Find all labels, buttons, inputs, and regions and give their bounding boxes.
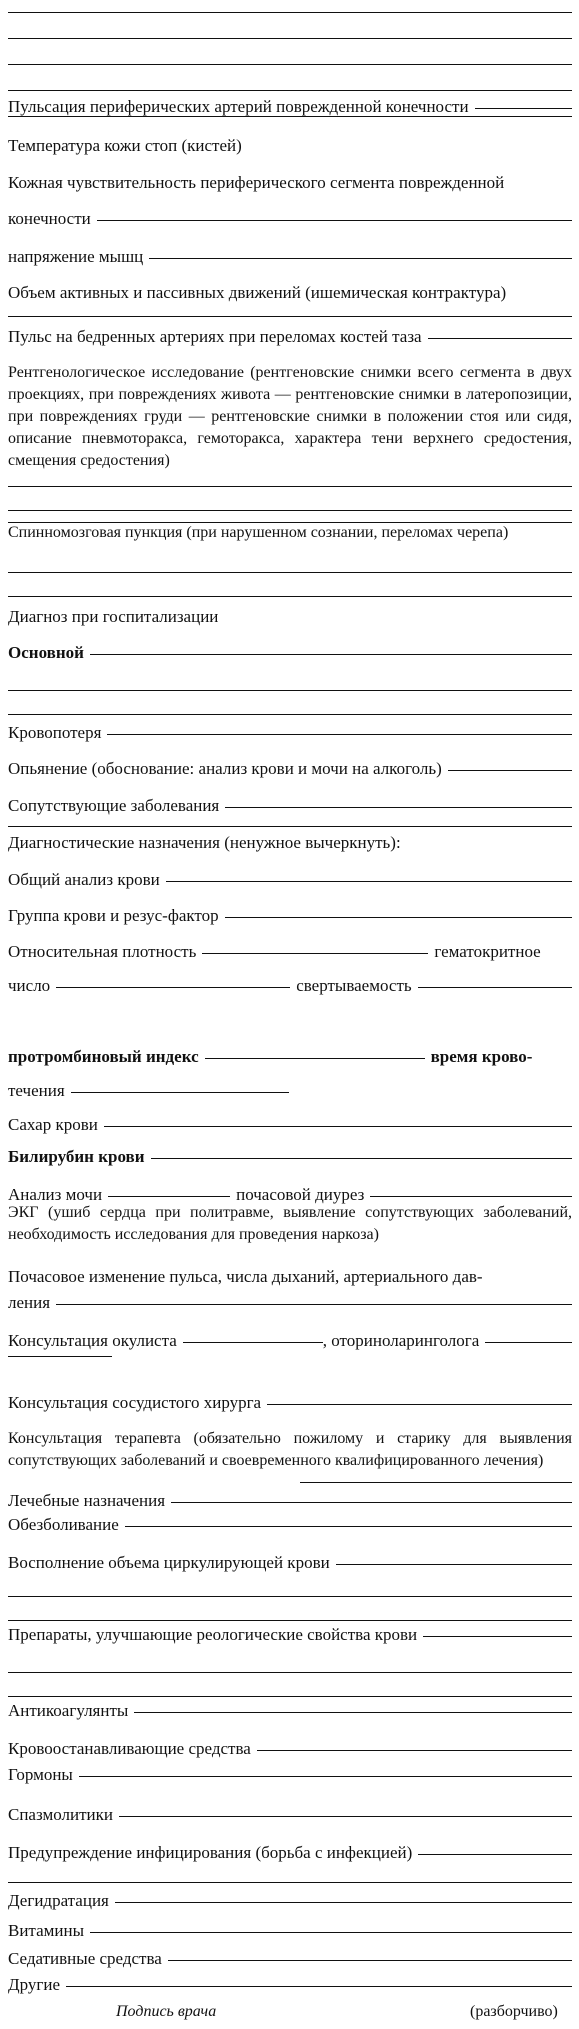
field-skin-sens-1 bbox=[8, 172, 572, 194]
fill-line[interactable] bbox=[119, 1815, 572, 1817]
field-label: Лечебные назначения bbox=[8, 1491, 166, 1510]
field-label: гематокритное bbox=[434, 942, 541, 961]
field-muscle-tension bbox=[8, 246, 572, 268]
field-label: время крово- bbox=[430, 1047, 533, 1066]
blank-line[interactable] bbox=[8, 1696, 572, 1697]
fill-line[interactable] bbox=[107, 733, 572, 735]
field-rheology bbox=[8, 1624, 572, 1646]
blank-line[interactable] bbox=[8, 486, 572, 487]
field-label: Препараты, улучшающие реологические свойства крови bbox=[8, 1625, 418, 1644]
field-label: конечности bbox=[8, 209, 91, 228]
field-prothrombin bbox=[8, 1046, 572, 1068]
fill-line[interactable] bbox=[336, 1563, 572, 1565]
fill-line[interactable] bbox=[485, 1341, 572, 1343]
blank-line[interactable] bbox=[8, 510, 572, 511]
blank-line[interactable] bbox=[8, 1596, 572, 1597]
field-density bbox=[8, 941, 572, 963]
fill-line[interactable] bbox=[428, 337, 572, 339]
fill-line[interactable] bbox=[225, 806, 572, 808]
section-heading: Диагностические назначения (ненужное вычеркнуть): bbox=[8, 833, 401, 852]
fill-line[interactable] bbox=[56, 986, 290, 988]
field-label: Анализ мочи bbox=[8, 1185, 103, 1204]
field-label: Седативные средства bbox=[8, 1949, 162, 1968]
field-hourly-2 bbox=[8, 1292, 572, 1314]
field-label: Пульс на бедренных артериях при переломах костей таза bbox=[8, 327, 422, 346]
legible-label: (разборчиво) bbox=[470, 2003, 558, 2020]
blank-line bbox=[8, 64, 572, 65]
field-vascular bbox=[8, 1392, 572, 1414]
fill-line[interactable] bbox=[225, 916, 572, 918]
field-intoxication bbox=[8, 758, 572, 780]
blank-line bbox=[8, 12, 572, 13]
field-label: Спазмолитики bbox=[8, 1805, 113, 1824]
blank-line[interactable] bbox=[8, 1882, 572, 1883]
fill-line[interactable] bbox=[171, 1501, 572, 1503]
fill-line[interactable] bbox=[418, 986, 572, 988]
fill-line[interactable] bbox=[475, 107, 572, 109]
fill-line[interactable] bbox=[418, 1853, 572, 1855]
fill-line[interactable] bbox=[149, 257, 572, 259]
field-label: почасовой диурез bbox=[236, 1185, 365, 1204]
field-puncture: Спинномозговая пункция (при нарушенном сознании, переломах черепа) bbox=[8, 524, 509, 541]
diag-orders bbox=[8, 832, 572, 854]
field-label: Консультация сосудистого хирурга bbox=[8, 1393, 262, 1412]
field-label: Сахар крови bbox=[8, 1115, 98, 1134]
blank-line bbox=[8, 38, 572, 39]
field-label: Обезболивание bbox=[8, 1515, 119, 1534]
field-treatment bbox=[8, 1490, 572, 1512]
blank-line[interactable] bbox=[8, 316, 572, 317]
section-heading: Диагноз при госпитализации bbox=[8, 607, 219, 626]
field-label: число bbox=[8, 976, 51, 995]
field-label: Гормоны bbox=[8, 1765, 73, 1784]
fill-line[interactable] bbox=[90, 653, 572, 655]
field-label: Витамины bbox=[8, 1921, 84, 1940]
field-skin-sens-2 bbox=[8, 208, 572, 230]
field-label: Опьянение (обоснование: анализ крови и мочи на алкоголь) bbox=[8, 759, 442, 778]
fill-line[interactable] bbox=[108, 1195, 230, 1197]
fill-line[interactable] bbox=[168, 1959, 572, 1961]
field-diag-main bbox=[8, 642, 572, 664]
field-label: Группа крови и резус-фактор bbox=[8, 906, 219, 925]
field-label: Антикоагулянты bbox=[8, 1701, 129, 1720]
fill-line[interactable] bbox=[166, 880, 572, 882]
field-blood-loss bbox=[8, 722, 572, 744]
fill-line[interactable] bbox=[90, 1931, 572, 1933]
fill-line[interactable] bbox=[448, 769, 572, 771]
fill-line[interactable] bbox=[202, 952, 428, 954]
field-ecg: ЭКГ (ушиб сердца при политравме, выявление сопутствующих заболеваний, необходимость исследования для проведения наркоза) bbox=[8, 1204, 572, 1243]
fill-line[interactable] bbox=[423, 1635, 572, 1637]
field-hourly-1 bbox=[8, 1266, 572, 1288]
field-label: Основной bbox=[8, 643, 84, 662]
field-label: Пульсация периферических артерий поврежденной конечности bbox=[8, 97, 469, 116]
field-dehydration bbox=[8, 1890, 572, 1912]
field-label: Дегидратация bbox=[8, 1891, 109, 1910]
fill-line[interactable] bbox=[104, 1125, 572, 1127]
field-cbc bbox=[8, 869, 572, 891]
fill-line[interactable] bbox=[79, 1775, 572, 1777]
field-therapist: Консультация терапевта (обязательно пожилому и старику для выявления сопутствующих заболеваний и своевременного квалифицированного лечения) bbox=[8, 1430, 572, 1469]
fill-line[interactable] bbox=[115, 1901, 572, 1903]
blank-line[interactable] bbox=[8, 690, 572, 691]
field-label: ления bbox=[8, 1293, 51, 1312]
field-bleeding-time bbox=[8, 1080, 572, 1102]
field-volume bbox=[8, 1552, 572, 1574]
field-skin-temp bbox=[8, 135, 572, 157]
field-infection bbox=[8, 1842, 572, 1864]
blank-line[interactable] bbox=[8, 714, 572, 715]
blank-line[interactable] bbox=[8, 826, 572, 827]
diag-heading bbox=[8, 606, 572, 628]
field-femoral-pulse bbox=[8, 326, 572, 348]
field-label: Кожная чувствительность периферического сегмента поврежденной bbox=[8, 173, 505, 192]
field-hormones bbox=[8, 1764, 572, 1786]
fill-line[interactable] bbox=[257, 1749, 572, 1751]
field-movement bbox=[8, 282, 572, 304]
field-label: Восполнение объема циркулирующей крови bbox=[8, 1553, 330, 1572]
field-label: свертываемость bbox=[296, 976, 412, 995]
field-blood-group bbox=[8, 905, 572, 927]
fill-line[interactable] bbox=[97, 219, 572, 221]
field-anticoag bbox=[8, 1700, 572, 1722]
fill-line[interactable] bbox=[71, 1091, 289, 1093]
field-label: Кровопотеря bbox=[8, 723, 102, 742]
blank-line[interactable] bbox=[8, 596, 572, 597]
field-pulse-peripheral bbox=[8, 96, 572, 118]
fill-line[interactable] bbox=[56, 1303, 572, 1305]
fill-line[interactable] bbox=[125, 1525, 572, 1527]
field-comorbid bbox=[8, 795, 572, 817]
field-label: Сопутствующие заболевания bbox=[8, 796, 220, 815]
fill-line[interactable] bbox=[134, 1711, 572, 1713]
fill-line[interactable] bbox=[66, 1985, 572, 1987]
field-xray: Рентгенологическое исследование (рентгеновские снимки всего сегмента в двух проекциях, при повреждениях живота — рентгеновские снимки в латеропозиции, при повреждениях груди — рентгеновские снимки в положении стоя или сидя, описание пневмоторакса, гемоторакса, характера тени верхнего средостения, смещения средостения) bbox=[8, 364, 572, 469]
field-number bbox=[8, 975, 572, 997]
field-label: Предупреждение инфицирования (борьба с инфекцией) bbox=[8, 1843, 413, 1862]
fill-line[interactable] bbox=[370, 1195, 572, 1197]
fill-line[interactable] bbox=[151, 1157, 572, 1159]
fill-line[interactable] bbox=[267, 1403, 572, 1405]
fill-line[interactable] bbox=[8, 1355, 112, 1357]
field-label: течения bbox=[8, 1081, 65, 1100]
field-label: Консультация окулиста bbox=[8, 1331, 177, 1350]
field-label: протромбиновый индекс bbox=[8, 1047, 199, 1066]
field-other bbox=[8, 1974, 572, 1996]
blank-line bbox=[8, 90, 572, 91]
field-label: Почасовое изменение пульса, числа дыханий, артериального дав- bbox=[8, 1267, 483, 1286]
blank-line[interactable] bbox=[300, 1482, 572, 1483]
field-label: Билирубин крови bbox=[8, 1147, 145, 1166]
field-label: Температура кожи стоп (кистей) bbox=[8, 136, 242, 155]
blank-line[interactable] bbox=[8, 1672, 572, 1673]
field-label: Кровоостанавливающие средства bbox=[8, 1739, 251, 1758]
field-bilirubin bbox=[8, 1146, 572, 1168]
blank-line[interactable] bbox=[8, 522, 572, 523]
signature-label: Подпись врача bbox=[116, 2003, 217, 2020]
field-sedatives bbox=[8, 1948, 572, 1970]
field-anesthesia bbox=[8, 1514, 572, 1536]
blank-line[interactable] bbox=[8, 572, 572, 573]
field-label: Другие bbox=[8, 1975, 60, 1994]
field-ophthalm bbox=[8, 1330, 572, 1352]
field-label: напряжение мышц bbox=[8, 247, 144, 266]
field-hemostatic bbox=[8, 1738, 572, 1760]
field-label: , оториноларинголога bbox=[322, 1331, 480, 1350]
field-label: Относительная плотность bbox=[8, 942, 197, 961]
field-spasmolytics bbox=[8, 1804, 572, 1826]
fill-line[interactable] bbox=[205, 1057, 425, 1059]
field-label: Объем активных и пассивных движений (ишемическая контрактура) bbox=[8, 283, 507, 302]
field-label: Общий анализ крови bbox=[8, 870, 160, 889]
field-ophthalm-cont bbox=[8, 1358, 572, 1360]
blank-line[interactable] bbox=[8, 1620, 572, 1621]
field-sugar bbox=[8, 1114, 572, 1136]
field-vitamins bbox=[8, 1920, 572, 1942]
fill-line[interactable] bbox=[183, 1341, 323, 1343]
